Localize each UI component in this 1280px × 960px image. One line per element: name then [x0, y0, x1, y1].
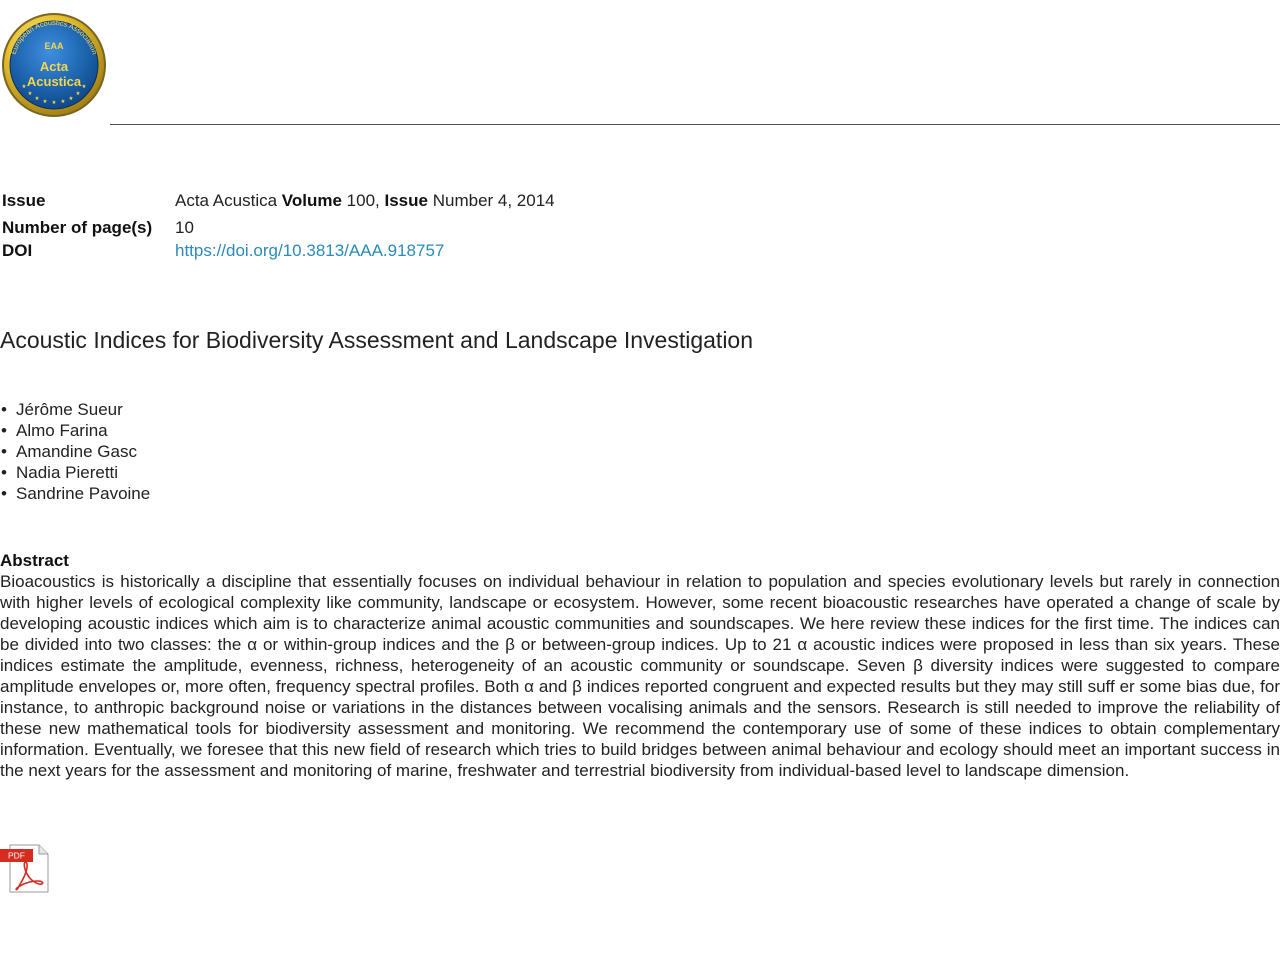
bullet-icon: • [1, 442, 7, 461]
issue-number: Number 4, 2014 [432, 191, 555, 210]
pdf-badge-label: PDF [8, 850, 25, 861]
bullet-icon: • [1, 400, 7, 419]
author-name[interactable]: Amandine Gasc [16, 442, 137, 461]
author-name[interactable]: Almo Farina [16, 421, 108, 440]
svg-text:★: ★ [75, 91, 81, 97]
svg-text:★: ★ [27, 91, 33, 97]
logo-name-line2: Acustica [26, 74, 82, 89]
logo-abbrev: EAA [44, 41, 64, 51]
pdf-download-icon[interactable] [0, 844, 50, 894]
acta-acustica-logo[interactable] [1, 12, 107, 118]
svg-text:★: ★ [34, 96, 40, 102]
svg-text:★: ★ [81, 84, 87, 90]
issue-volume-label: Volume [281, 191, 342, 210]
svg-text:★: ★ [60, 99, 66, 105]
article-title: Acoustic Indices for Biodiversity Assessment and Landscape Investigation [0, 327, 754, 353]
page-header [0, 0, 1280, 126]
abstract-text: Bioacoustics is historically a discipline that essentially focuses on individual behaviour in relation to population and species evolutionary levels but rarely in connection with higher levels of ecological complexity like community, landscape or ecosystem. However, some recent bioacoustic researches have operated a change of scale by developing acoustic indices which aim is to characterize animal acoustic communities and soundscapes. We here review these indices for the first time. The indices can be divided into two classes: the α or within-group indices and the β or between-group indices. Up to 21 α acoustic indices were proposed in less than six years. These indices estimate the amplitude, evenness, richness, heterogeneity of an acoustic community or soundscape. Seven β diversity indices were suggested to compare amplitude envelopes or, more often, frequency spectral profiles. Both α and β indices reported congruent and expected results but they may still suff er some bias due, for instance, to anthropic background noise or variations in the distances between vocalising animals and the sensors. Research is still needed to improve the reliability of these new mathematical tools for biodiversity assessment and monitoring. We recommend the contemporary use of some of these indices to obtain complementary information. Eventually, we foresee that this new field of research which tries to build bridges between animal behaviour and ecology should meet an important success in the next years for the assessment and monitoring of marine, freshwater and terrestrial biodiversity from individual-based level to landscape dimension. [0, 572, 1280, 780]
logo-ring-text: European Acoustics Association [8, 18, 100, 56]
doi-label: DOI [2, 241, 33, 260]
pages-value: 10 [175, 218, 194, 237]
bullet-icon: • [1, 463, 7, 482]
pages-label: Number of page(s) [2, 218, 153, 237]
logo-name-line1: Acta [39, 59, 69, 74]
doi-value [175, 239, 444, 262]
issue-volume: 100, [346, 191, 380, 210]
author-name[interactable]: Jérôme Sueur [16, 400, 123, 419]
issue-journal: Acta Acustica [175, 191, 278, 210]
issue-value [175, 189, 555, 212]
author-item [0, 441, 150, 462]
header-divider [110, 124, 1280, 125]
svg-text:★: ★ [42, 99, 48, 105]
abstract-heading: Abstract [0, 551, 69, 570]
author-name[interactable]: Nadia Pieretti [16, 463, 119, 482]
svg-text:★: ★ [68, 96, 74, 102]
svg-text:★: ★ [51, 100, 57, 106]
bullet-icon: • [1, 421, 7, 440]
issue-issue-label: Issue [384, 191, 428, 210]
issue-label: Issue [2, 191, 46, 210]
author-item [0, 483, 150, 504]
bullet-icon: • [1, 484, 7, 503]
author-name[interactable]: Sandrine Pavoine [16, 484, 151, 503]
author-item [0, 420, 150, 441]
author-item [0, 462, 150, 483]
author-item [0, 399, 150, 420]
doi-link[interactable]: https://doi.org/10.3813/AAA.918757 [175, 241, 445, 260]
svg-text:★: ★ [21, 84, 27, 90]
author-list [0, 399, 150, 504]
